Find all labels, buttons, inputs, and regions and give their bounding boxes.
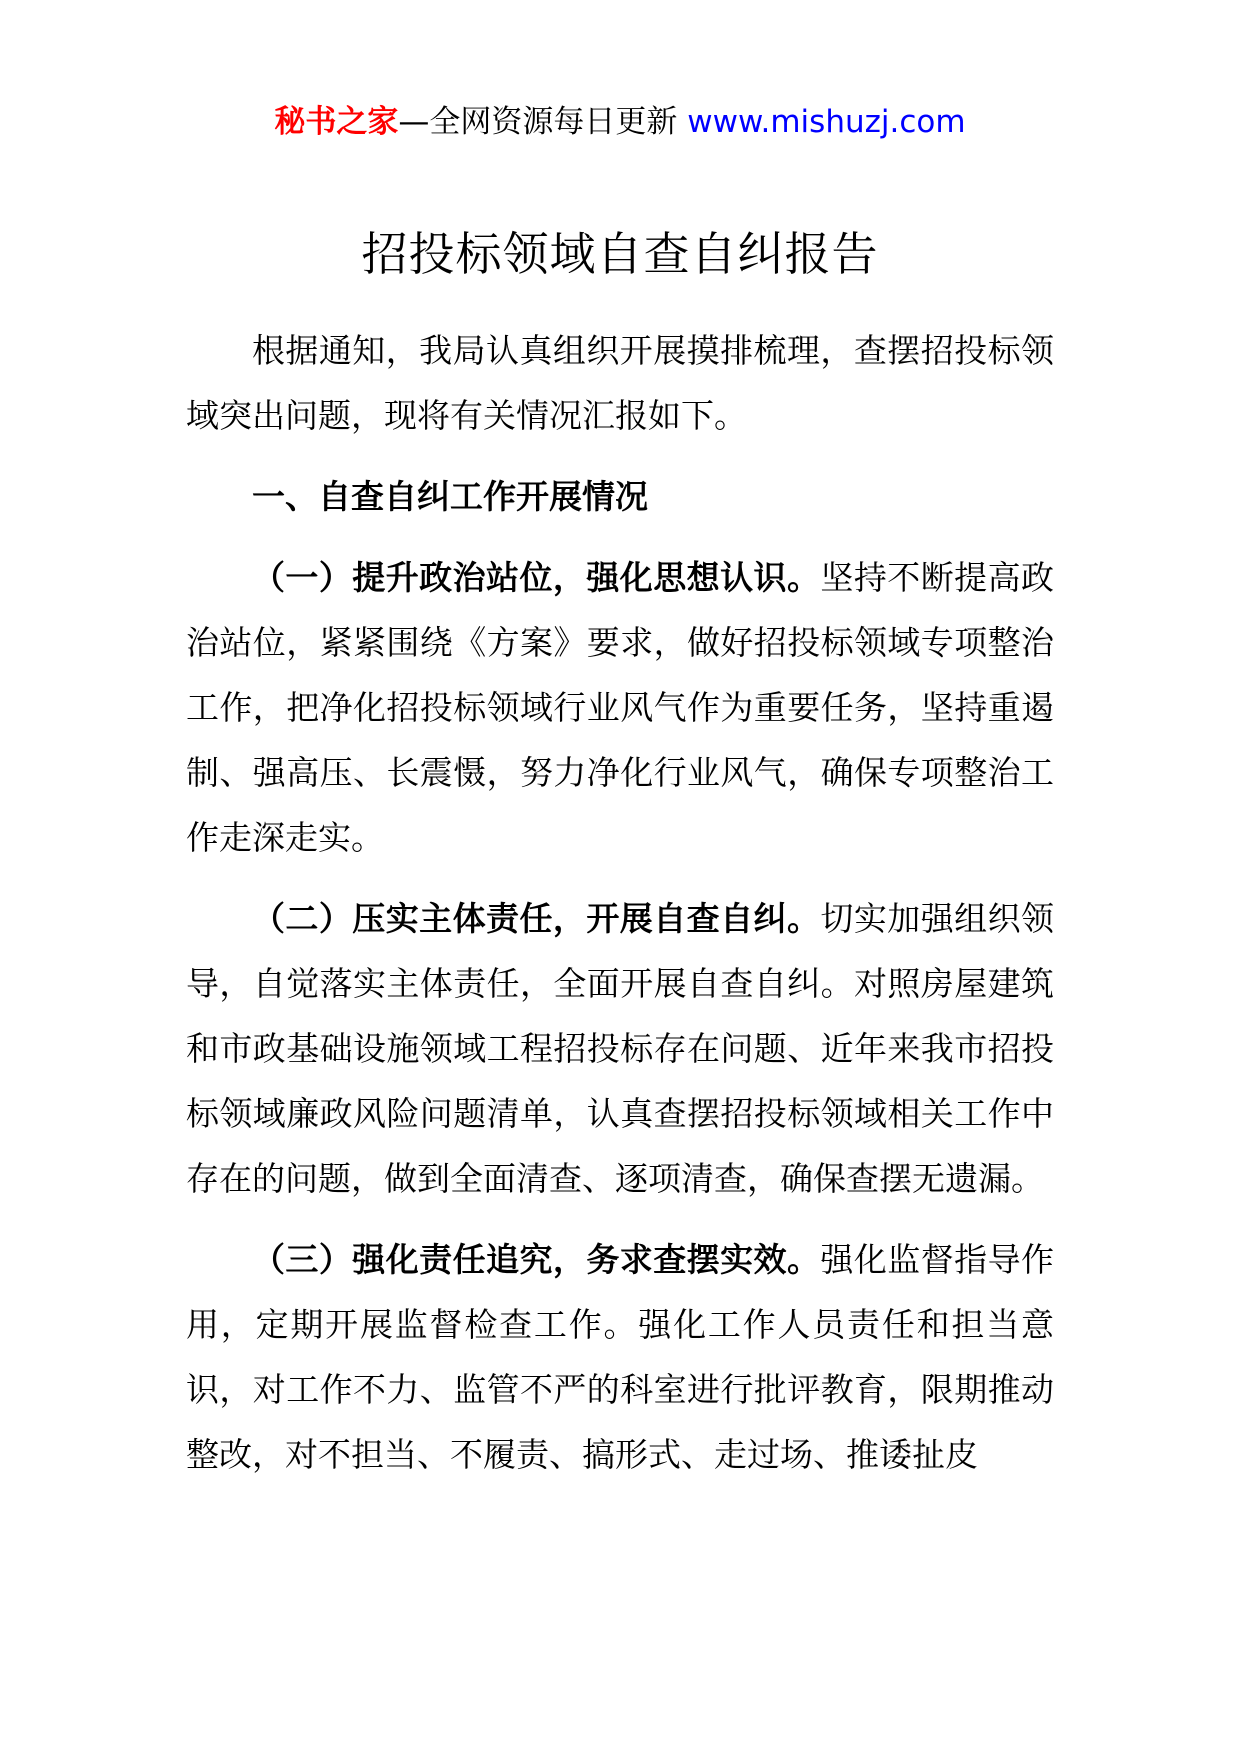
site-header [0, 98, 1240, 146]
item-body: 切实加强组织领导，自觉落实主体责任，全面开展自查自纠。对照房屋建筑和市政基础设施领域工程招投标存在问题、近年来我市招投标领域廉政风险问题清单，认真查摆招投标领域相关工作中存在的问题，做到全面清查、逐项清查，确保查摆无遗漏。 [186, 899, 1055, 1198]
document-body [186, 318, 1054, 1503]
site-url: www.mishuzj.com [687, 104, 966, 140]
site-brand: 秘书之家 [274, 104, 399, 140]
section-item-1 [186, 545, 1054, 870]
section-heading: 一、自查自纠工作开展情况 [252, 477, 648, 516]
section-item-3 [186, 1227, 1054, 1487]
item-lead: （三）强化责任追究，务求查摆实效。 [252, 1240, 821, 1279]
intro-paragraph: 根据通知，我局认真组织开展摸排梳理，查摆招投标领域突出问题，现将有关情况汇报如下。 [186, 331, 1054, 435]
site-slogan: —全网资源每日更新 [398, 104, 688, 140]
item-lead: （一）提升政治站位，强化思想认识。 [252, 558, 821, 597]
document-title: 招投标领域自查自纠报告 [361, 227, 879, 281]
section-item-2 [186, 886, 1054, 1211]
item-body: 强化监督指导作用，定期开展监督检查工作。强化工作人员责任和担当意识，对工作不力、监管不严的科室进行批评教育，限期推动整改，对不担当、不履责、搞形式、走过场、推诿扯皮 [186, 1240, 1055, 1474]
item-lead: （二）压实主体责任，开展自查自纠。 [252, 899, 821, 938]
item-body: 坚持不断提高政治站位，紧紧围绕《方案》要求，做好招投标领域专项整治工作，把净化招投标领域行业风气作为重要任务，坚持重遏制、强高压、长震慑，努力净化行业风气，确保专项整治工作走深走实。 [186, 558, 1055, 857]
